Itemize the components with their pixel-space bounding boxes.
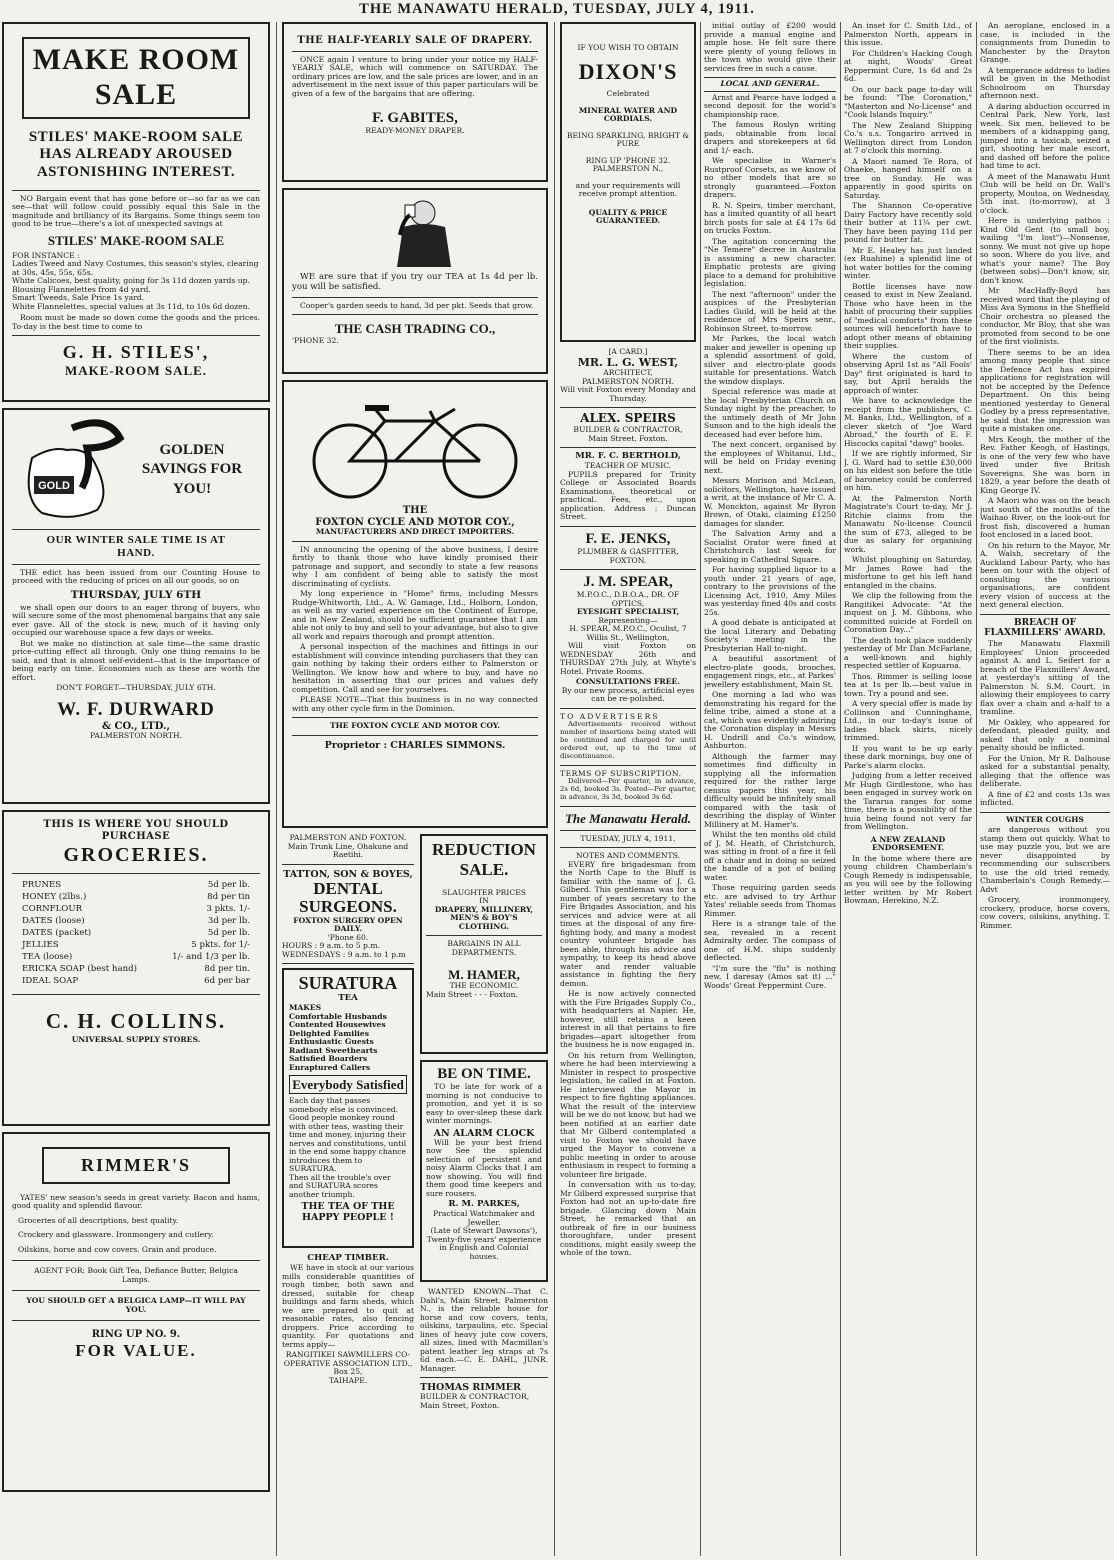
to-advertisers-title: TO ADVERTISERS (560, 711, 660, 721)
cycle-tag: MANUFACTURERS AND DIRECT IMPORTERS. (315, 527, 515, 537)
general-paragraph: Where the custom of observing April 1st as "All Fools' Day" first originated is hard to say, but April heralds the approach of winter. (844, 351, 972, 395)
hamer-tag: THE ECONOMIC. (449, 981, 519, 991)
suratura-p2: Good people monkey round with other teas, wasting their time and money, injuring their nerves and constitutions, until in the end some happy chance introduces them to SURATURA. (289, 1113, 407, 1174)
flax-paragraph: A fine of £2 and costs 13s was inflicted. (980, 789, 1110, 808)
general-paragraph: On our back page to-day will be found: "The Coronation," "Masterton and No-License" and "Cook Islands Inquiry." (844, 84, 972, 119)
parkes-p2: Will be your best friend now See the splendid selection of persistent and noisy Alarm Clocks that I am now showing. You will find them good time keepers and sure rousers. (426, 1137, 542, 1198)
cashco-phone: 'PHONE 32. (292, 335, 339, 345)
stiles-item: White Flannelettes, special values at 3s 11d, to 10s 6d dozen. (12, 301, 250, 311)
general-paragraph: The next concert, organised by the employees of Whitanui, Ltd., will be held on Friday evening next. (704, 440, 836, 475)
column-2 (282, 22, 548, 1556)
hamer-in: IN (479, 896, 489, 906)
stiles-advert (2, 22, 270, 402)
hamer-slaughter: SLAUGHTER PRICES (442, 887, 526, 897)
hamer-goods: DRAPERY, MILLINERY, MEN'S & BOY'S CLOTHING. (434, 904, 534, 931)
suratura-tea: TEA (338, 993, 358, 1004)
cycle-p2: My long experience in "Home" firms, including Messrs Rudge-Whitworth, Ltd., A. W. Gamage, Ltd., Holborn, London, as well as my varied experience on the Continent of Europe, and in New Zealand, should be sufficient guarantee that I am able not only to buy and sell to your advantage, but also to give all work and repairs thorough and prompt attention. (292, 589, 538, 641)
berthold-name: MR. F. C. BERTHOLD, (575, 451, 681, 462)
general-paragraph: Although the farmer may sometimes find difficulty in supplying all the information required for the rather large census papers this year, his difficulty would be infinitely small compared with the task of describing the display of Winter Millinery at M. Hamer's. (704, 751, 836, 829)
collins-heading: THIS IS WHERE YOU SHOULD PURCHASE (43, 819, 229, 842)
durward-place: PALMERSTON NORTH. (89, 731, 183, 741)
collins-firm: C. H. COLLINS. (45, 1009, 227, 1034)
winter-sale-heading: OUR WINTER SALE TIME IS AT HAND. (46, 534, 226, 559)
price-row: TEA (loose) 1/- and 1/3 per lb. (22, 952, 250, 963)
general-paragraph: Special reference was made at the local Presbyterian Church on Sunday night by the preacher, to the untimely death of Mr John Sunson and to the high ideals the deceased had ever before him. (704, 387, 836, 439)
suratura-list-item: Comfortable Husbands (289, 1011, 387, 1021)
timber-firm: RANGITIKEI SAWMILLERS CO-OPERATIVE ASSOCIATION LTD., (283, 1350, 413, 1368)
west-visit: Will visit Foxton every Monday and Thursday. (560, 385, 696, 403)
coughs-heading: WINTER COUGHS (980, 812, 1110, 825)
dixon-advert (560, 22, 696, 342)
tatton-head1: PALMERSTON AND FOXTON. (289, 833, 407, 842)
tea-drinker-icon (295, 195, 535, 267)
tatton-surgery: FOXTON SURGERY OPEN DAILY. (293, 915, 403, 934)
cashco-body: WE are sure that if you try our TEA at 1s 4d per lb. you will be satisfied. (292, 272, 538, 292)
price-row: DATES (packet) 5d per lb. (22, 928, 250, 939)
general-paragraph: Messrs Morison and McLean, solicitors, Wellington, have issued a writ, at the instance of Mr C. A. W. Monckton, against Mr Byron Brown, of Otaki, claiming £1250 damages for slander. (704, 476, 836, 528)
gabites-advert (282, 22, 548, 182)
timber-body: WE have in stock at our various mills considerable quantities of rough timber, both sawn and dressed, suitable for cheap buildings and farm sheds, which we are prepared to quit at reasonable rates, also fencing droppers. Price according to quantity. For quotations and terms apply— (282, 1263, 414, 1349)
general-paragraph: A very special offer is made by Collinson and Cunninghame, Ltd., in our to-day's issue of ladies black skirts, nicely trimmed. (844, 699, 972, 742)
dixon-ring: RING UP 'PHONE 32. (585, 155, 671, 165)
general-paragraph: Those requiring garden seeds etc. are advised to try Arthur Yates' reliable seeds from Thomas Rimmer. (704, 883, 836, 918)
suratura-list-item: Satisfied Boarders (289, 1054, 368, 1064)
trimmer-place: Main Street, Foxton. (420, 1400, 500, 1410)
gold-label: GOLD (38, 479, 70, 492)
rimmer-line: Oilskins, horse and cow covers. Grain and produce. (18, 1244, 217, 1254)
berthold-body: PUPILS prepared for Trinity College or Associated Boards Examinations, theoretical or practical. Fees, etc., upon application. Address : Duncan Street. (560, 469, 696, 522)
general-paragraph: Bottle licenses have now ceased to exist in New Zealand. Those who have been in the habit of procuring their supplies of "medical comforts" from these sources will henceforth have to adopt other means of obtaining their supplies. (844, 281, 972, 350)
paper-date: TUESDAY, JULY 4, 1911. (580, 833, 676, 843)
general-paragraph: Judging from a letter received Mr Hugh Girdlestone, who has been engaged in survey work on the Tararua ranges for some time, there is a possibility of the huia being found not very far from Wellington. (844, 771, 972, 831)
suratura-banner: Everybody Satisfied (289, 1075, 407, 1094)
suratura-advert (282, 968, 414, 1248)
jenks-name: F. E. JENKS, (585, 530, 671, 547)
parkes-exp: Twenty-five years' experience in English and Colonial houses. (426, 1234, 542, 1261)
price-row: CORNFLOUR 3 pkts. 1/- (22, 904, 250, 915)
collins-advert (2, 810, 270, 1126)
cycle-the: THE (402, 505, 428, 516)
note-paragraph: He is now actively connected with the Fire Brigades Supply Co., with headquarters at Napier. He, however, still retains a keen interest in all that pertains to fire brigades—apart altogether from the business he is now engaged in. (560, 989, 696, 1050)
tatton-hours: HOURS : 9 a.m. to 5 p.m. (282, 941, 380, 951)
general-paragraph: We clip the following from the Rangitikei Advocate: "At the inquest on J. M. Gibbons, who committed suicide at Fordell on Coronation Day..." (844, 591, 972, 634)
flax-paragraph: For the Union, Mr R. Dalhouse asked for a substantial penalty, alleging that the offence was deliberate. (980, 753, 1110, 789)
dahl-body: WANTED KNOWN—That C. Dahl's, Main Street, Palmerston N., is the reliable house for horse and cow covers, tents, oilskins, tarpaulins, etc. Special lines of heavy jute cow covers, all sizes, lined with Macmillan's patent leather leg straps at 7s 6d each.—C. E. DAHL, JUNR. Manager. (420, 1287, 548, 1373)
suratura-p3: Then all the trouble's over and SURATURA scores another triumph. (289, 1172, 391, 1199)
general-paragraph: If we are rightly informed, Sir J. G. Ward had to settle £30,000 on his eldest son before the title of baronetcy could be conferred on him. (844, 449, 972, 492)
notes-heading: NOTES AND COMMENTS. (576, 851, 680, 861)
general-paragraph: Mr MacHaffy-Boyd has received word that the playing of Miss Ava Symons in the Sheffield Choir orchestra so pleased the conductor, Mr Bloy, that she was promoted from second to be one of the first violinists. (980, 286, 1110, 346)
general-paragraph: An aeroplane, enclosed in a case, is included in the consignments from Dunedin to Manchester by the Drayton Grange. (980, 22, 1110, 64)
suratura-title: SURATURA (298, 973, 398, 994)
masthead: THE MANAWATU HERALD, TUESDAY, JULY 4, 1911. (359, 1, 755, 17)
durward-firm: W. F. DURWARD (57, 698, 215, 720)
general-paragraph: A good debate is anticipated at the local Literary and Debating Society's meeting in the Presbyterian Hall to-night. (704, 618, 836, 653)
general-paragraph: If you want to be up early these dark mornings, buy one of Parke's alarm clocks. (844, 743, 972, 770)
dixon-celebrated: Celebrated (606, 89, 650, 99)
durward-date: THURSDAY, JULY 6TH (70, 588, 202, 601)
general-paragraph: A meet of the Manawatu Hunt Club will be held on Dr. Wall's property, Moutoa, on Wednesday, 5th inst. (to-morrow), at 3 o'clock. (980, 171, 1110, 215)
durward-reminder: DON'T FORGET—THURSDAY, JULY 6TH. (56, 683, 216, 693)
rimmer-value: FOR VALUE. (75, 1340, 197, 1360)
berthold-role: TEACHER OF MUSIC. (584, 461, 672, 471)
durward-firm2: & CO., LTD., (102, 720, 170, 732)
stiles-headline: STILES' MAKE-ROOM SALE HAS ALREADY AROUSED ASTONISHING INTEREST. (28, 128, 244, 180)
price-row: HONEY (2lbs.) 8d per tin (22, 892, 250, 903)
spear-process: By our new process, artificial eyes can be re-polished. (561, 685, 695, 704)
general-paragraph: In the home where there are young children Chamberlain's Cough Remedy is indispensable, as you will see by the following letter written by Mr Robert Bowman, Herekino, N.Z. (844, 853, 972, 905)
rimmer-line: Groceries of all descriptions, best quality. (18, 1215, 179, 1225)
general-paragraph: The New Zealand Shipping Co.'s s.s. Tongariro arrived in Wellington direct from London at 7 o'clock this morning. (844, 120, 972, 155)
stiles-closing: Room must be made so down come the goods and the prices. To-day is the best time to come to (12, 313, 260, 331)
rimmer-advert (2, 1132, 270, 1492)
spear-name: J. M. SPEAR, (583, 574, 673, 591)
cycle-p4: PLEASE NOTE—That this business is in no way connected with any other cycle firm in the Dominion. (292, 695, 538, 713)
dixon-quality: QUALITY & PRICE GUARANTEED. (588, 207, 668, 226)
tatton-firm: TATTON, SON & BOYES, (283, 868, 413, 880)
general-paragraph: A Maori named Te Rora, of Ohaeke, hanged himself on a tree on Sunday. He was apparently in good spirits on Saturday. (844, 156, 972, 200)
general-paragraph: The famous Roslyn writing pads, obtainable from local drapers and storekeepers at 6d and 1/- each. (704, 120, 836, 155)
general-paragraph: A temperance address to ladies will be given in the Methodist Schoolroom on Thursday afternoon next. (980, 65, 1110, 100)
parkes-advert (420, 1060, 548, 1282)
dixon-being: BEING SPARKLING, BRIGHT & PURE (566, 130, 690, 149)
suratura-list-item: Enthusiastic Guests (289, 1037, 374, 1047)
stiles-for-instance: FOR INSTANCE : (12, 250, 80, 260)
tatton-phone: 'Phone 60. (327, 932, 369, 942)
sub-column-right (420, 834, 548, 1410)
general-paragraph: The Salvation Army and a Socialist Orator were fined at Christchurch last week for speaking in Cathedral Square. (704, 529, 836, 564)
rimmer-p1: YATES' new season's seeds in great variety. Bacon and hams, good quality and splendid flavour. (12, 1192, 260, 1211)
column-4 (704, 22, 836, 1556)
hamer-place: Main Street - - - Foxton. (426, 989, 518, 999)
general-paragraph: We specialise in Warner's Rustproof Corsets, as we know of no other models that are so strongly guaranteed.—Foxton drapers. (704, 156, 836, 199)
general-paragraph: Mr Parkes, the local watch maker and jeweller is opening up a splendid assortment of gold, silver and electro-plate goods suitable for presentations. Watch the window displays. (704, 334, 836, 386)
gabites-firm: F. GABITES, (372, 110, 458, 127)
general-paragraph: initial outlay of £200 would provide a manual engine and ample hose. He felt sure there were plenty of young fellows in the town who would give their services free in such a cause. (704, 22, 836, 73)
general-paragraph: A daring abduction occurred in Central Park, New York, last week. Six men, believed to be members of a kidnapping gang, jumped into a taxicab, seized a girl, shooting her male escort, and dashed off before the police had time to act. (980, 101, 1110, 170)
speirs-place: Main Street, Foxton. (588, 433, 668, 443)
timber-box: Box 25, (333, 1367, 363, 1377)
durward-p1: THE edict has been issued from our Counting House to proceed with the reducing of prices on all our goods, so on (12, 567, 260, 585)
hamer-title: REDUCTION SALE. (432, 840, 536, 880)
spear-rep2: H. SPEAR, M.P.O.C., Oculist, 7 Willis St., Wellington, (569, 624, 687, 642)
terms-body: Delivered—Per quarter, in advance, 2s 6d, booked 3s. Posted—Per quarter, in advance, 3s 3d, booked 3s 6d. (560, 777, 696, 802)
note-paragraph: EVERY fire brigadesman from the North Cape to the Bluff is familiar with the name of J. G. Gilberd. This gentleman was for a number of years secretary to the Fire Brigades Association, and his services and advice were at all times at the disposal of any fire-fighting body, and many a modest country volunteer brigade has been able, through his advice and sympathy, to keep its head above water and render valuable assistance in fighting the fiery demon. (560, 859, 696, 988)
parkes-late: (Late of Stewart Dawsons'), (430, 1226, 538, 1236)
stiles-firm: G. H. STILES', (62, 342, 210, 363)
general-paragraph: There seems to be an idea among many people that since the Defence Act has expired applications for registration will not be accepted by the Defence Department. On this being mentioned yesterday to General Godley by a press representative, he said that the impression was quite a mistaken one. (980, 347, 1110, 433)
general-paragraph: Here is a strange tale of the sea, revealed in a recent Admiralty order. The compass of one of H.M. ships suddenly deflected. (704, 919, 836, 962)
tatton-wed: WEDNESDAYS : 9 a.m. to 1 p.m (282, 949, 406, 959)
general-paragraph: Arnst and Pearce have lodged a second deposit for the world's championship race. (704, 92, 836, 119)
west-place: PALMERSTON NORTH. (581, 376, 675, 386)
hamer-firm: M. HAMER, (448, 967, 520, 983)
paper-name: The Manawatu Herald. (564, 810, 692, 826)
note-paragraph: On his return from Wellington, where he had been interviewing a Minister in respect to prospective legislation, he called in at Foxton. He interviewed the Mayor in respect to fire fighting appliances. What the result of the interview will be we do not know, but had we been notified at an earlier date that Mr Gilberd contemplated a visit to Foxton we should have urged the Mayor to convene a public meeting in order to arouse enthusiasm in respect to forming a volunteer fire brigade. (560, 1050, 696, 1179)
cycle-sign: THE FOXTON CYCLE AND MOTOR COY. (329, 721, 501, 731)
suratura-list-item: Delighted Families (289, 1028, 370, 1038)
speirs-role: BUILDER & CONTRACTOR, (573, 425, 683, 435)
suratura-p1: Each day that passes somebody else is convinced. (289, 1096, 398, 1114)
cycle-p1: IN announcing the opening of the above business, I desire firstly to thank those who have kindly promised their patronage and support, and secondly to state a few reasons why I am confident of being able to satisfy the most discriminating of cyclists. (292, 544, 538, 588)
stiles-tag: MAKE-ROOM SALE. (64, 363, 208, 379)
rimmer-title: RIMMER'S (42, 1147, 230, 1184)
money-bag-icon (12, 418, 132, 523)
parkes-tag: Practical Watchmaker and Jeweller. (433, 1209, 535, 1227)
column-5 (844, 22, 972, 1556)
general-paragraph: Thos. Rimmer is selling loose tea at 1s per lb.—best value in town. Try a pound and see. (844, 671, 972, 698)
dixon-product: MINERAL WATER AND CORDIALS. (578, 105, 678, 124)
dixon-intro: IF YOU WISH TO OBTAIN (577, 43, 679, 52)
stiles-sub: STILES' MAKE-ROOM SALE (47, 232, 225, 248)
general-paragraph: The next "afternoon" under the auspices of the Presbyterian Ladies Guild, will be held at the residence of Mrs Speirs senr., Robinson Street, to-morrow. (704, 289, 836, 333)
flax-paragraph: Mr Oakley, who appeared for defendant, pleaded guilty, and asked that only a nominal penalty should be inflicted. (980, 717, 1110, 753)
rimmer-closing: Grocery, ironmongery, crockery, produce, horse covers, cow covers, oilskins, anything. T. Rimmer. (980, 895, 1110, 930)
cashco-seeds: Cooper's garden seeds to hand, 3d per pkt. Seeds that grow. (300, 300, 534, 310)
general-paragraph: At the Palmerston North Magistrate's Court to-day, Mr J. Ritchie claims from the Manawatu No-license Council the sum of £73, alleged to be due as salary for organising work. (844, 493, 972, 554)
general-paragraph: One morning a lad who was demonstrating his regard for the feline tribe, aimed a stone at a cat, which was evidently admiring the Coronation display in Messrs H. Undrill and Co.'s window, Ashburton. (704, 690, 836, 750)
durward-advert (2, 408, 270, 804)
suratura-slogan: THE TEA OF THE HAPPY PEOPLE ! (301, 1201, 395, 1224)
west-card: [A CARD.] (608, 347, 648, 356)
suratura-makes: MAKES (289, 1003, 322, 1013)
golden-savings: GOLDEN SAVINGS FOR YOU! (141, 441, 243, 497)
general-paragraph: Whilst ploughing on Saturday, Mr James Rowe had the misfortune to get his left hand entangled in the chains. (844, 555, 972, 590)
cycle-p3: A personal inspection of the machines and fittings in our establishment will convince intending purchasers that they can gain nothing by taking their orders either to Palmerston or Wellington. We know how and where to buy, and have no hesitation in asserting that our prices and values defy competition. Call and see for yourselves. (292, 642, 538, 694)
timber-place: TAIHAPE. (328, 1375, 368, 1385)
column-6 (980, 22, 1110, 1556)
general-paragraph: We have to acknowledge the receipt from the publishers, C. M. Banks, Ltd., Wellington, of a clever sketch of "Joe Ward Abroad," the fourth of E. F. Hiscocks capital "dawg" books. (844, 396, 972, 448)
rimmer-lamp: YOU SHOULD GET A BELGICA LAMP—IT WILL PAY YOU. (26, 1296, 246, 1314)
hamer-advert (420, 834, 548, 1054)
speirs-name: ALEX. SPEIRS (580, 411, 676, 426)
rimmer-agent: AGENT FOR: Book Gift Tea, Defiance Butter, Belgica Lamps. (34, 1266, 238, 1284)
rimmer-line: Crockery and glassware. Ironmongery and cutlery. (18, 1230, 214, 1240)
spear-visit: Will visit Foxton on WEDNESDAY 26th and THURSDAY 27th July, at Whyte's Hotel. Private Rooms. (560, 641, 696, 676)
parkes-p1: TO be late for work of a morning is not conducive to promotion, and yet it is so easy to over-sleep these dark winter mornings. (426, 1082, 542, 1126)
collins-tag: UNIVERSAL SUPPLY STORES. (71, 1035, 201, 1045)
price-row: DATES (loose) 3d per lb. (22, 916, 250, 927)
spear-role: EYESIGHT SPECIALIST, (576, 607, 680, 617)
jenks-role: PLUMBER & GASFITTER, (577, 547, 679, 557)
general-paragraph: Mrs Keogh, the mother of the Rev. Father Keogh, of Hastings, is one of the very few who have lived under five British Sovereigns. She was born in 1829, a year before the death of King George IV. (980, 434, 1110, 495)
general-paragraph: The Shannon Co-operative Dairy Factory have recently sold their butter at 11¼ per cwt. They have been paying 11d per pound for butter fat. (844, 201, 972, 244)
note-paragraph: In conversation with us to-day, Mr Gilberd expressed surprise that Foxton had not an up-to-date fire brigade. Glancing down Main Street, he remarked that an outbreak of fire in our business thoroughfare, under present conditions, might easily sweep the whole of the town. (560, 1180, 696, 1258)
general-paragraph: The agitation concerning the "Ne Temere" decree in Australia is assuming a new character. Emphatic protests are giving place to a demand for prohibitive legislation. (704, 236, 836, 288)
general-paragraph: The death took place suddenly yesterday of Mr Dan McFarlane, a well-known and highly respected settler of Kopuaroa. (844, 635, 972, 670)
general-paragraph: A Maori who was on the beach just south of the mouths of the Waihao River, on the look-out for frost fish, discovered a human foot enclosed in a laced boot. (980, 496, 1110, 539)
stiles-item: Blousing Flannelettes from 4d yard. (12, 284, 151, 294)
jenks-place: FOXTON. (609, 555, 647, 565)
hamer-bargains: BARGAINS IN ALL DEPARTMENTS. (447, 939, 521, 957)
tatton-title: DENTAL SURGEONS. (299, 878, 397, 917)
suratura-list-item: Radiant Sweethearts (289, 1045, 378, 1055)
gabites-body: ONCE again I venture to bring under your notice my HALF-YEARLY SALE, which will commence on SATURDAY. The ordinary prices are low, and the sale prices are lower, and in an advertisement in the next issue of this paper particulars will be given of a few of the bargains that are offering. (292, 54, 538, 98)
tatton-head2: Main Trunk Line, Ohakune and Raetihi. (287, 841, 409, 859)
timber-title: CHEAP TIMBER. (307, 1253, 389, 1264)
cycle-firm: FOXTON CYCLE AND MOTOR COY., (315, 516, 515, 528)
spear-consult: CONSULTATIONS FREE. (576, 677, 680, 687)
to-advertisers-body: Advertisements received without number of insertions being stated will be continued and charged for until ordered out, up to the time of discontinuance. (560, 720, 696, 760)
general-paragraph: Here is underlying pathos : Kind Old Gent (to small boy, wailing "I'm lost")—Nonsense, sonny. We must not give up hope so soon. Where do you live, and what's your name? The Boy (between sobs)—Don't know, sir, don't know. (980, 216, 1110, 285)
general-paragraph: "I'm sure the "flu" is nothing new, I daresay (Amos sat it) ..." Woods' Great Peppermint Cure. (704, 963, 836, 990)
local-general-heading: LOCAL AND GENERAL. (704, 77, 836, 92)
price-row: PRUNES 5d per lb. (22, 880, 250, 891)
cashco-advert (282, 188, 548, 374)
cycle-prop: Proprietor : CHARLES SIMMONS. (324, 739, 506, 751)
general-paragraph: A beautiful assortment of electro-plate goods, brooches, engagement rings, etc., at Parkes' jewellery establishment, Main St. (704, 654, 836, 689)
dixon-name: DIXON'S (578, 58, 678, 84)
west-name: MR. L. G. WEST, (577, 355, 679, 369)
general-paragraph: An inset for C. Smith Ltd., of Palmerston North, appears in this issue. (844, 22, 972, 47)
collins-title: GROCERIES. (63, 844, 209, 867)
gabites-title: THE HALF-YEARLY SALE OF DRAPERY. (297, 35, 533, 46)
endorsement-heading: A NEW ZEALAND ENDORSEMENT. (870, 834, 946, 852)
spear-quals: M.P.O.C., D.B.O.A., DR. OF OPTICS, (576, 590, 680, 608)
stiles-item: Ladies Tweed and Navy Costumes, this season's styles, clearing at 30s, 45s, 55s, 65s. (12, 259, 259, 277)
cycle-advert (282, 380, 548, 828)
flax-paragraph: The Manawatu Flaxmill Employees' Union proceeded against A. and L. Seifert for a breach of the Flaxmillers' Award, at yesterday's sitting of the Palmerston N. S.M. Court, in allowing their employees to carry flax over a chain and a-half to a tramline. (980, 639, 1110, 717)
general-paragraph: R. N. Speirs, timber merchant, has a limited quantity of all heart birch posts for sale at £4 17s 6d on trucks Foxton. (704, 200, 836, 235)
terms-title: TERMS OF SUBSCRIPTION. (560, 768, 682, 778)
general-paragraph: On his return to the Mayor, Mr A. Walsh, secretary of the Auckland Labour Party, who has been on tour with the object of consulting the various organisations, are confident every vision of success at the next general election. (980, 540, 1110, 609)
cashco-firm: THE CASH TRADING CO., (334, 321, 496, 337)
coughs-body: are dangerous without you stamp them out quickly. What to use may puzzle you, but we are never disappointed by recommending our subscribers to use the old tried remedy, Chamberlain's Cough Remedy.—Advt (980, 825, 1110, 894)
dixon-place: PALMERSTON N., (592, 164, 664, 174)
suratura-list-item: Enraptured Callers (289, 1062, 371, 1072)
dixon-req: and your requirements will receive prompt attention. (575, 180, 681, 199)
column-3 (560, 22, 696, 1556)
parkes-title: BE ON TIME. (437, 1066, 531, 1082)
general-paragraph: Mr E. Healey has just landed (ex Ruahine) a splendid line of hot water bottles for the coming winter. (844, 245, 972, 280)
general-paragraph: Whilst the ten months old child of J. M. Heath, of Christchurch, was sitting in front of a fire it fell off a chair and in doing so seized the handle of a pot of boiling water. (704, 830, 836, 882)
stiles-banner: MAKE ROOM SALE (22, 37, 250, 119)
rimmer-ring: RING UP NO. 9. (91, 1329, 181, 1341)
price-row: ERICKA SOAP (best hand) 8d per tin. (22, 964, 250, 975)
column-1 (2, 22, 270, 1556)
trimmer-firm: THOMAS RIMMER (420, 1382, 521, 1393)
parkes-clock: AN ALARM CLOCK (433, 1127, 535, 1139)
stiles-item: Smart Tweeds, Sale Price 1s yard. (12, 293, 145, 303)
flax-heading: BREACH OF FLAXMILLERS' AWARD. (980, 614, 1110, 639)
durward-p3: But we make no distinction at sale time—the same drastic price-cutting effect all through. Only one thing remains to be said, and that is almost self-evident—that is the importance of being early on time. Economies such as these are worth the effort. (12, 638, 260, 682)
bicycle-icon (295, 391, 535, 501)
west-role: ARCHITECT, (603, 368, 653, 378)
stiles-item: White Calicoes, best quality, going for 3s 11d dozen yards up. (12, 276, 250, 286)
general-paragraph: For Children's Hacking Cough at night, Woods' Great Peppermint Cure, 1s 6d and 2s 6d. (844, 48, 972, 83)
gabites-tag: READY-MONEY DRAPER. (365, 126, 465, 136)
suratura-list-item: Contented Housewives (289, 1020, 386, 1030)
parkes-firm: R. M. PARKES, (448, 1199, 520, 1210)
spear-rep: Representing— (598, 615, 658, 625)
stiles-intro: NO Bargain event that has gone before or—so far as we can see—that will follow could possibly equal this Sale in the magnitude and brilliancy of its Bargains. Some things seem too good to be true—there's a lot of unexpected savings at (12, 193, 260, 229)
durward-p2: we shall open our doors to an eager throng of buyers, who will secure some of the most phenomenal bargains that any sale ever gave. All of the stock is new, much of it having only occupied our warehouse space a few days or weeks. (12, 602, 260, 638)
sub-column-left (282, 834, 414, 1410)
price-row: JELLIES 5 pkts. for 1/- (22, 940, 250, 951)
price-row: IDEAL SOAP 6d per bar (22, 976, 250, 987)
general-paragraph: For having supplied liquor to a youth under 21 years of age, contrary to the provisions of the Licensing Act, 1910, Amy Miles was yesterday fined 40s and costs 25s. (704, 565, 836, 617)
trimmer-tag: BUILDER & CONTRACTOR, (420, 1392, 530, 1402)
